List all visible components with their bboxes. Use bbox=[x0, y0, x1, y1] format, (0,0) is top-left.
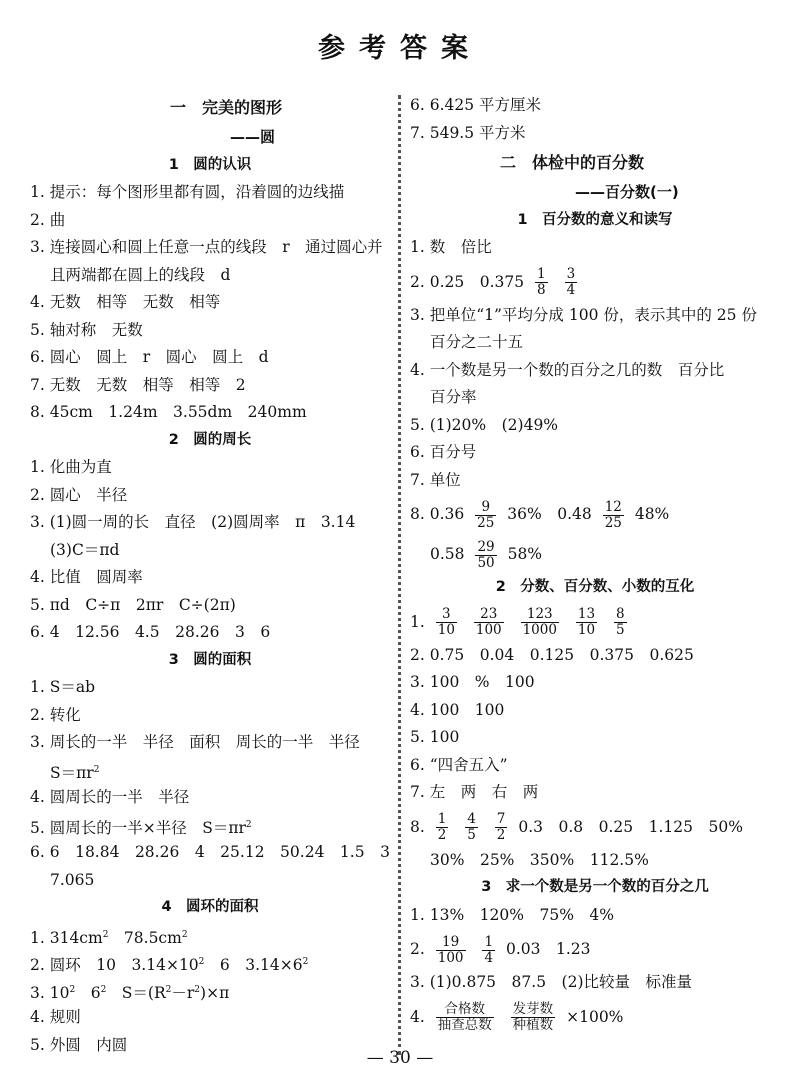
answer-line bbox=[410, 262, 780, 302]
chapter-subtitle: ——圆 bbox=[230, 128, 276, 146]
answer-line: 7. 左 两 右 两 bbox=[410, 783, 539, 801]
section-heading: 4 圆环的面积 bbox=[161, 899, 259, 915]
answer-line: 4. 比值 圆周率 bbox=[30, 568, 143, 586]
fraction bbox=[511, 1002, 556, 1033]
answer-line bbox=[410, 602, 780, 642]
answer-line: 2. 圆心 半径 bbox=[30, 485, 128, 504]
answer-text: 78.5cm bbox=[108, 928, 182, 947]
answer-text: 6 bbox=[75, 983, 101, 1002]
answer-line: 6. 圆心 圆上 r 圆心 圆上 d bbox=[30, 348, 269, 366]
fraction bbox=[465, 812, 478, 843]
numerator: 4 bbox=[467, 811, 476, 827]
answer-line: 4. 无数 相等 无数 相等 bbox=[30, 293, 221, 311]
numerator: 19 bbox=[436, 935, 466, 951]
fraction bbox=[474, 607, 504, 638]
answer-text: 8. 0.36 bbox=[410, 505, 465, 523]
superscript: 2 bbox=[102, 929, 109, 940]
denominator: 50 bbox=[477, 554, 495, 571]
fraction bbox=[576, 607, 597, 638]
answer-line: 7. 549.5 平方米 bbox=[410, 123, 526, 142]
chapter-title: 一 完美的图形 bbox=[170, 98, 283, 117]
fraction bbox=[436, 812, 449, 843]
answer-line: 5. 轴对称 无数 bbox=[30, 320, 143, 339]
denominator: 4 bbox=[484, 949, 494, 966]
fraction bbox=[475, 500, 496, 531]
page-number: — 30 — bbox=[366, 1048, 434, 1068]
answer-text: 1. bbox=[410, 612, 425, 631]
answer-line: 4. 100 100 bbox=[410, 700, 505, 719]
fraction bbox=[436, 607, 457, 638]
fraction bbox=[614, 607, 627, 638]
section-heading: 1 圆的认识 bbox=[168, 156, 252, 173]
superscript: 2 bbox=[100, 984, 107, 995]
superscript: 2 bbox=[194, 984, 201, 995]
numerator: 29 bbox=[477, 538, 495, 555]
answer-line bbox=[30, 977, 390, 1005]
numerator: 8 bbox=[616, 606, 625, 622]
fraction bbox=[495, 812, 508, 843]
answer-line: 1. 提示：每个图形里都有圆，沿着圆的边线描 bbox=[30, 183, 345, 201]
superscript: 2 bbox=[302, 957, 309, 967]
fraction bbox=[603, 500, 624, 531]
numerator: 合格数 bbox=[436, 1002, 494, 1018]
answer-text: 58% bbox=[507, 545, 543, 563]
answer-text: )×π bbox=[200, 983, 230, 1002]
column-divider bbox=[398, 95, 401, 1055]
section-heading: 3 圆的面积 bbox=[168, 651, 252, 668]
fraction bbox=[535, 267, 548, 298]
denominator: 10 bbox=[577, 622, 596, 638]
numerator: 13 bbox=[577, 606, 596, 622]
answer-text: 48% bbox=[634, 505, 670, 523]
denominator: 25 bbox=[477, 514, 495, 531]
answer-line: 6. 6 18.84 28.26 4 25.12 50.24 1.5 3 bbox=[30, 843, 390, 861]
answer-line: 3. 周长的一半 半径 面积 周长的一半 半径 bbox=[30, 733, 360, 751]
answer-text: ×100% bbox=[566, 1007, 624, 1026]
denominator: 10 bbox=[437, 622, 455, 638]
numerator: 123 bbox=[521, 607, 559, 623]
superscript: 2 bbox=[181, 929, 188, 940]
numerator: 3 bbox=[566, 266, 576, 282]
answer-text: 36% 0.48 bbox=[507, 505, 592, 523]
section-heading: 1 百分数的意义和读写 bbox=[517, 211, 673, 228]
answer-line: 3. 100 % 100 bbox=[410, 673, 535, 691]
section-heading: 2 圆的周长 bbox=[168, 431, 252, 448]
answer-line: 6. 6.425 平方厘米 bbox=[410, 96, 542, 114]
answer-line bbox=[30, 922, 390, 950]
answer-line: 百分之二十五 bbox=[430, 333, 524, 351]
denominator: 25 bbox=[604, 514, 622, 531]
answer-text: 0.58 bbox=[430, 545, 465, 563]
answer-text: 2. 圆环 10 3.14×10 bbox=[30, 956, 199, 975]
answer-text: 5. 圆周长的一半×半径 S＝πr bbox=[30, 818, 246, 837]
left-column bbox=[30, 92, 390, 1059]
fraction bbox=[475, 540, 496, 571]
fraction bbox=[565, 267, 578, 298]
superscript: 2 bbox=[165, 984, 172, 995]
section-heading: 3 求一个数是另一个数的百分之几 bbox=[481, 879, 709, 895]
answer-line: 2. 曲 bbox=[30, 210, 66, 229]
answer-line: (3)C＝πd bbox=[50, 540, 120, 559]
superscript: 2 bbox=[245, 819, 252, 830]
fraction bbox=[436, 1002, 494, 1033]
answer-line: 1. S＝ab bbox=[30, 678, 95, 696]
answer-text: 3. 10 bbox=[30, 983, 70, 1002]
answer-text: 0.3 0.8 0.25 1.125 50% bbox=[518, 817, 743, 836]
answer-line: 5. (1)20% (2)49% bbox=[410, 415, 559, 434]
section-heading: 2 分数、百分数、小数的互化 bbox=[495, 579, 695, 595]
answer-text: 2. bbox=[410, 940, 425, 958]
answer-line: 3. 连接圆心和圆上任意一点的线段 r 通过圆心并 bbox=[30, 238, 383, 256]
answer-line bbox=[410, 929, 780, 969]
answer-line: 8. 45cm 1.24m 3.55dm 240mm bbox=[30, 403, 307, 421]
superscript: 2 bbox=[69, 984, 76, 995]
answer-line: 6. “四舍五入” bbox=[410, 755, 508, 774]
answer-line: 3. (1)0.875 87.5 (2)比较量 标准量 bbox=[410, 973, 693, 991]
denominator: 2 bbox=[437, 827, 447, 843]
superscript: 2 bbox=[198, 957, 205, 967]
answer-line: 2. 0.75 0.04 0.125 0.375 0.625 bbox=[410, 645, 694, 664]
denominator: 100 bbox=[475, 622, 502, 638]
numerator: 发芽数 bbox=[512, 1001, 554, 1017]
answer-line bbox=[410, 494, 780, 534]
answer-line: 7. 单位 bbox=[410, 470, 461, 489]
page-title: 参考答案 bbox=[318, 33, 482, 64]
answer-text: 8. bbox=[410, 817, 425, 836]
answer-line bbox=[410, 807, 780, 847]
fraction bbox=[482, 935, 495, 966]
numerator: 12 bbox=[604, 498, 622, 515]
answer-text: 4. bbox=[410, 1007, 425, 1026]
numerator: 1 bbox=[437, 811, 447, 827]
numerator: 23 bbox=[474, 607, 504, 623]
answer-line: 5. 外圆 内圆 bbox=[30, 1035, 128, 1054]
answer-line: 3. (1)圆一周的长 直径 (2)圆周率 π 3.14 bbox=[30, 513, 356, 531]
answer-line bbox=[30, 812, 390, 840]
answer-line: 4. 规则 bbox=[30, 1008, 81, 1026]
answer-text: 6 3.14×6 bbox=[204, 956, 303, 975]
denominator: 2 bbox=[496, 827, 506, 843]
fraction bbox=[521, 607, 559, 638]
numerator: 9 bbox=[475, 500, 496, 516]
denominator: 5 bbox=[616, 622, 625, 638]
answer-line: 2. 转化 bbox=[30, 705, 81, 724]
denominator: 4 bbox=[566, 282, 576, 298]
numerator: 3 bbox=[436, 607, 457, 623]
answer-text: S＝πr bbox=[50, 763, 94, 782]
answer-line: 7.065 bbox=[50, 870, 95, 889]
answer-line: 且两端都在圆上的线段 d bbox=[50, 265, 231, 284]
answer-line: 1. 13% 120% 75% 4% bbox=[410, 905, 615, 924]
numerator: 7 bbox=[496, 811, 506, 827]
answer-line: 3. 把单位“1”平均分成 100 份，表示其中的 25 份 bbox=[410, 305, 757, 324]
answer-line: 30% 25% 350% 112.5% bbox=[430, 850, 649, 869]
denominator: 1000 bbox=[522, 622, 557, 638]
answer-line: 4. 一个数是另一个数的百分之几的数 百分比 bbox=[410, 360, 725, 379]
answer-line bbox=[410, 997, 780, 1037]
answer-line bbox=[30, 949, 390, 977]
answer-line bbox=[410, 534, 780, 574]
answer-line: 5. 100 bbox=[410, 728, 460, 746]
answer-text: 0.03 1.23 bbox=[505, 940, 591, 958]
denominator: 5 bbox=[467, 827, 476, 843]
superscript: 2 bbox=[93, 764, 100, 775]
fraction bbox=[436, 935, 466, 966]
answer-line: 百分率 bbox=[430, 388, 477, 406]
denominator: 8 bbox=[537, 282, 546, 298]
answer-line: 1. 化曲为直 bbox=[30, 458, 112, 476]
denominator: 100 bbox=[437, 949, 464, 966]
answer-line: 6. 百分号 bbox=[410, 443, 477, 461]
denominator: 种植数 bbox=[512, 1017, 554, 1033]
chapter-title: 二 体检中的百分数 bbox=[500, 153, 645, 172]
denominator: 抽查总数 bbox=[437, 1017, 492, 1033]
answer-line: 1. 数 倍比 bbox=[410, 238, 492, 256]
numerator: 1 bbox=[537, 266, 546, 282]
answer-text: S＝(R bbox=[106, 983, 166, 1002]
right-column bbox=[410, 92, 780, 1037]
answer-text: 1. 314cm bbox=[30, 928, 103, 947]
answer-line: 7. 无数 无数 相等 相等 2 bbox=[30, 375, 246, 394]
numerator: 1 bbox=[484, 933, 494, 950]
answer-line: 6. 4 12.56 4.5 28.26 3 6 bbox=[30, 623, 271, 641]
answer-line bbox=[30, 757, 390, 785]
answer-line: 4. 圆周长的一半 半径 bbox=[30, 788, 190, 806]
answer-text: －r bbox=[171, 983, 195, 1002]
answer-text: 2. 0.25 0.375 bbox=[410, 272, 525, 291]
chapter-subtitle: ——百分数(一) bbox=[575, 183, 679, 201]
answer-line: 5. πd C÷π 2πr C÷(2π) bbox=[30, 595, 236, 614]
